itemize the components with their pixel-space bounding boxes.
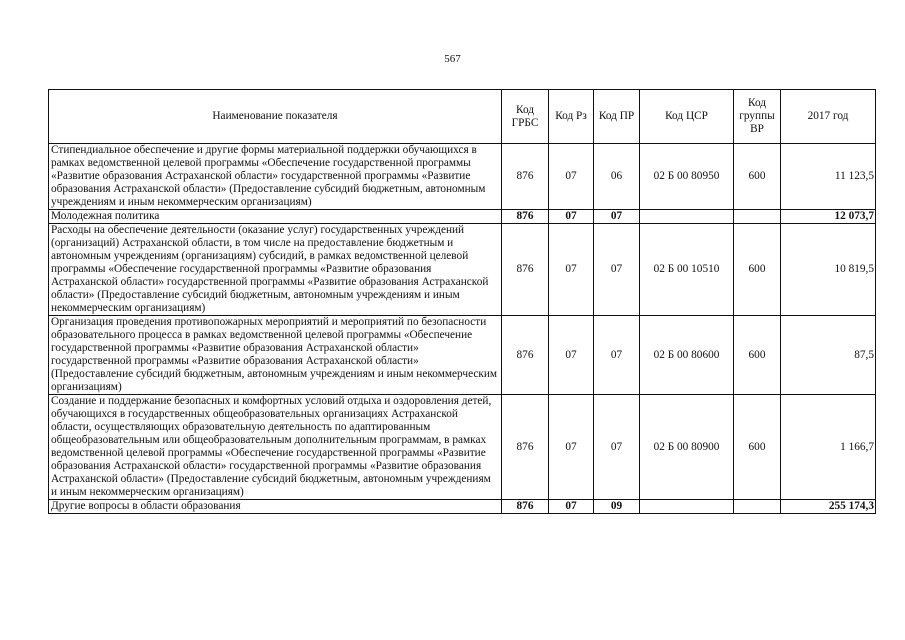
row-vr: 600 (734, 224, 781, 316)
row-sum: 11 123,5 (781, 144, 876, 210)
row-csr: 02 Б 00 80600 (640, 316, 734, 395)
row-name: Стипендиальное обеспечение и другие формы материальной поддержки обучающихся в рамках ведомственной целевой программы «Обеспечение государственной программы «Развитие образования Астраханской области» государственной программы «Развитие образования Астраханской области» (Предоставление субсидий бюджетным, автономным учреждениям и иным некоммерческим организациям) (49, 144, 502, 210)
row-name: Организация проведения противопожарных мероприятий и мероприятий по безопасности образовательного процесса в рамках ведомственной целевой программы «Обеспечение государственной программы «Развитие образования Астраханской области» государственной программы «Развитие образования Астраханской области» (Предоставление субсидий бюджетным, автономным учреждениям и иным некоммерческим организациям) (49, 316, 502, 395)
row-sum: 12 073,7 (781, 210, 876, 224)
row-vr (734, 500, 781, 514)
row-rz: 07 (549, 316, 594, 395)
row-pr: 06 (594, 144, 640, 210)
row-pr: 07 (594, 316, 640, 395)
row-rz: 07 (549, 144, 594, 210)
row-grbs: 876 (502, 500, 549, 514)
row-name: Создание и поддержание безопасных и комфортных условий отдыха и оздоровления детей, обучающихся в государственных общеобразовательных организациях Астраханской области, осуществляющих образовательную деятельность по адаптированным общеобразовательным или общеобразовательным дополнительным программам, в рамках ведомственной целевой программы «Обеспечение государственной программы «Развитие образования Астраханской области» государственной программы «Развитие образования Астраханской области» (Предоставление субсидий бюджетным, автономным учреждениям и иным некоммерческим организациям) (49, 395, 502, 500)
header-rz: Код Рз (549, 90, 594, 144)
table-row (49, 395, 876, 500)
table-row (49, 500, 876, 514)
header-pr: Код ПР (594, 90, 640, 144)
row-vr: 600 (734, 316, 781, 395)
row-name: Расходы на обеспечение деятельности (оказание услуг) государственных учреждений (организаций) Астраханской области, в том числе на предоставление бюджетным и автономным учреждениям (организациям) субсидий, в рамках ведомственной целевой программы «Обеспечение государственной программы «Развитие образования Астраханской области» государственной программы «Развитие образования Астраханской области» (Предоставление субсидий бюджетным, автономным учреждениям и иным некоммерческим организациям) (49, 224, 502, 316)
row-sum: 255 174,3 (781, 500, 876, 514)
row-rz: 07 (549, 210, 594, 224)
row-vr (734, 210, 781, 224)
row-rz: 07 (549, 500, 594, 514)
row-sum: 10 819,5 (781, 224, 876, 316)
row-csr (640, 210, 734, 224)
budget-table (48, 89, 876, 514)
row-sum: 87,5 (781, 316, 876, 395)
row-grbs: 876 (502, 395, 549, 500)
table-row (49, 210, 876, 224)
header-name: Наименование показателя (49, 90, 502, 144)
row-name: Другие вопросы в области образования (49, 500, 502, 514)
row-rz: 07 (549, 224, 594, 316)
row-pr: 07 (594, 224, 640, 316)
row-grbs: 876 (502, 210, 549, 224)
row-pr: 07 (594, 395, 640, 500)
row-name: Молодежная политика (49, 210, 502, 224)
page-number: 567 (444, 53, 461, 65)
row-pr: 09 (594, 500, 640, 514)
header-csr: Код ЦСР (640, 90, 734, 144)
row-csr: 02 Б 00 10510 (640, 224, 734, 316)
row-vr: 600 (734, 395, 781, 500)
row-sum: 1 166,7 (781, 395, 876, 500)
header-grbs: Код ГРБС (502, 90, 549, 144)
row-grbs: 876 (502, 144, 549, 210)
table-header-row (49, 90, 876, 144)
row-grbs: 876 (502, 224, 549, 316)
row-csr: 02 Б 00 80900 (640, 395, 734, 500)
header-year: 2017 год (781, 90, 876, 144)
row-csr (640, 500, 734, 514)
row-grbs: 876 (502, 316, 549, 395)
row-rz: 07 (549, 395, 594, 500)
row-pr: 07 (594, 210, 640, 224)
table-row (49, 224, 876, 316)
row-vr: 600 (734, 144, 781, 210)
header-vr: Код группы ВР (734, 90, 781, 144)
table-row (49, 144, 876, 210)
table-row (49, 316, 876, 395)
row-csr: 02 Б 00 80950 (640, 144, 734, 210)
